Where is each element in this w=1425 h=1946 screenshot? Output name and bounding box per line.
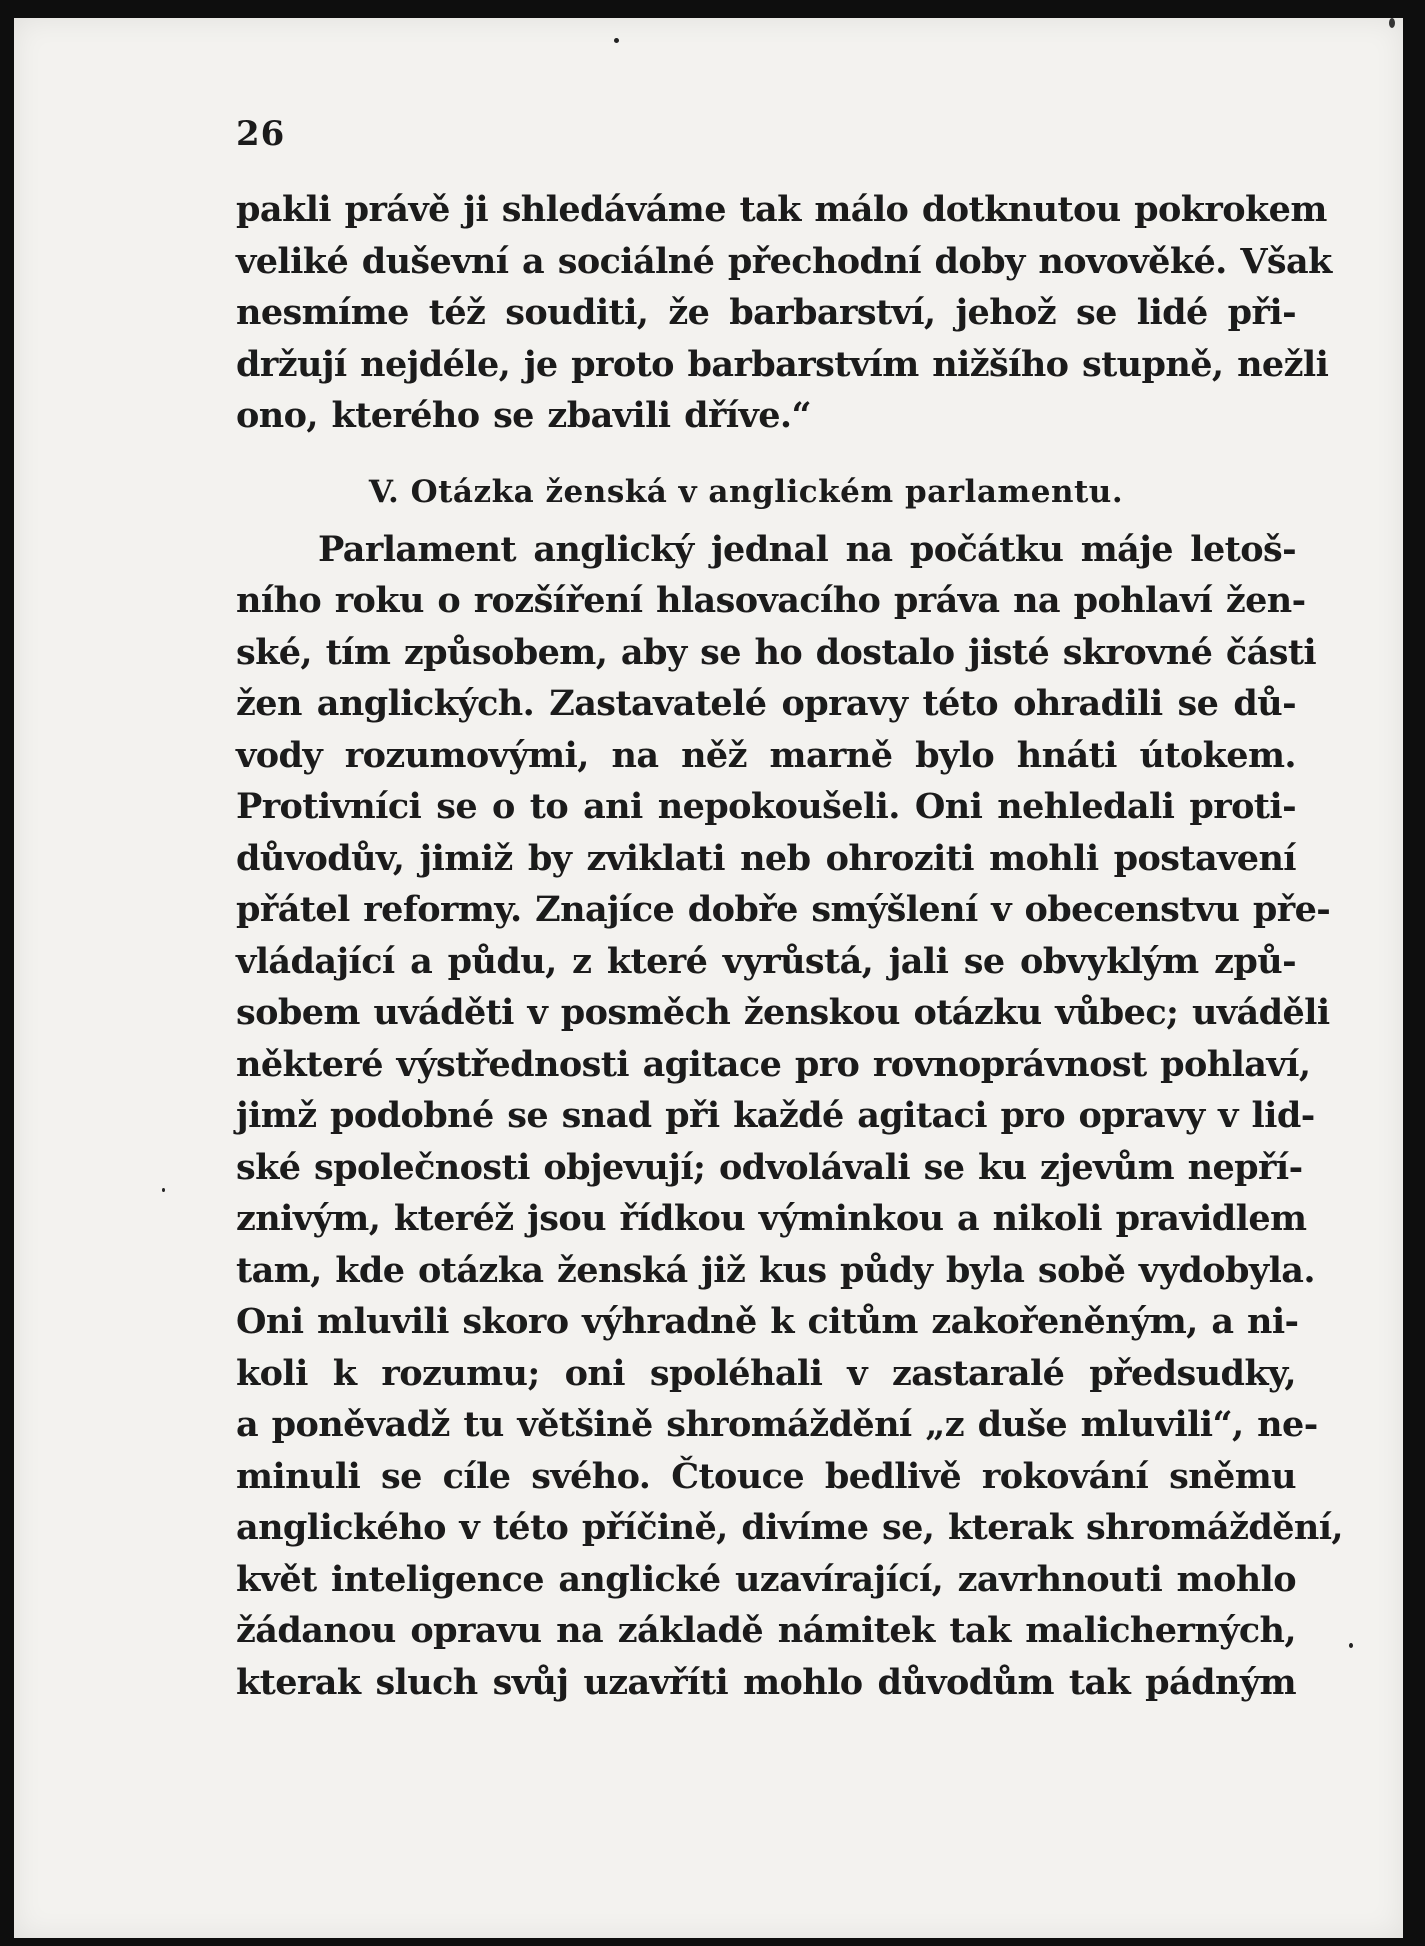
text-line: ono, kterého se zbavili dříve.“ [236, 395, 812, 436]
text-line: Protivníci se o to ani nepokoušeli. Oni nehledali proti- [236, 786, 1296, 827]
scan-speck [1389, 18, 1395, 28]
scan-speck [162, 1188, 165, 1192]
scan-speck [614, 38, 619, 43]
text-line: ské společnosti objevují; odvolávali se ku zjevům nepří- [236, 1146, 1303, 1188]
text-line: jimž podobné se snad při každé agitaci pro opravy v lid- [236, 1095, 1315, 1136]
text-line: důvodův, jimiž by zviklati neb ohroziti mohli postavení [236, 837, 1296, 879]
continued-paragraph [236, 184, 1332, 442]
scan-speck [1349, 1643, 1353, 1648]
text-line: žen anglických. Zastavatelé opravy této ohradili se dů- [236, 683, 1296, 724]
section-paragraph [236, 524, 1344, 1709]
text-line: koli k rozumu; oni spoléhali v zastaralé předsudky, [236, 1352, 1296, 1394]
section-heading: V. Otázka ženská v anglickém parlamentu. [368, 473, 1124, 510]
text-line: kterak sluch svůj uzavříti mohlo důvodům tak pádným [236, 1661, 1296, 1703]
text-line: vládající a půdu, z které vyrůstá, jali se obvyklým způ- [236, 940, 1296, 982]
text-line: některé výstřednosti agitace pro rovnoprávnost pohlaví, [236, 1043, 1311, 1085]
text-line: znivým, kteréž jsou řídkou výminkou a nikoli pravidlem [236, 1198, 1307, 1239]
text-line: veliké duševní a sociálné přechodní doby novověké. Však [236, 240, 1332, 282]
text-line: sobem uváděti v posměch ženskou otázku vůbec; uváděli [236, 992, 1330, 1033]
text-line: minuli se cíle svého. Čtouce bedlivě rokování sněmu [236, 1455, 1296, 1497]
text-line: přátel reformy. Znajíce dobře smýšlení v obecenstvu pře- [236, 889, 1331, 930]
text-line: anglického v této příčině, divíme se, kterak shromáždění, [236, 1507, 1344, 1548]
text-line: Parlament anglický jednal na počátku máje letoš- [318, 528, 1296, 570]
page-number: 26 [236, 114, 286, 154]
text-line: vody rozumovými, na něž marně bylo hnáti útokem. [236, 734, 1296, 776]
text-line: květ inteligence anglické uzavírající, zavrhnouti mohlo [236, 1558, 1296, 1600]
text-line: Oni mluvili skoro výhradně k citům zakořeněným, a ni- [236, 1301, 1299, 1342]
text-line: tam, kde otázka ženská již kus půdy byla sobě vydobyla. [236, 1249, 1315, 1291]
page-text [236, 114, 1344, 1708]
text-line: ské, tím způsobem, aby se ho dostalo jisté skrovné části [236, 631, 1317, 673]
text-line: pakli právě ji shledáváme tak málo dotknutou pokrokem [236, 189, 1327, 230]
text-line: a poněvadž tu většině shromáždění „z duše mluvili“, ne- [236, 1404, 1318, 1445]
text-line: nesmíme též souditi, že barbarství, jehož se lidé při- [236, 292, 1296, 333]
text-line: držují nejdéle, je proto barbarstvím nižšího stupně, nežli [236, 343, 1329, 385]
text-line: ního roku o rozšíření hlasovacího práva na pohlaví žen- [236, 580, 1306, 621]
text-line: žádanou opravu na základě námitek tak malicherných, [236, 1610, 1296, 1651]
